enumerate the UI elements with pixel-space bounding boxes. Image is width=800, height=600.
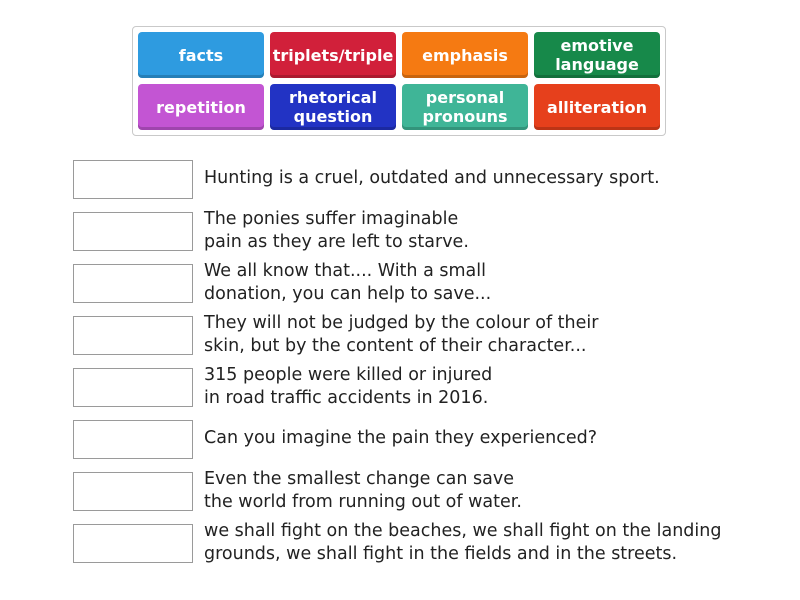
prompt-text-7: Even the smallest change can save the world from running out of water. <box>204 469 522 512</box>
prompt-text-3: We all know that.... With a small donation, you can help to save... <box>204 261 492 304</box>
tile-personal-pronouns[interactable]: personal pronouns <box>402 84 528 130</box>
drop-box-3[interactable] <box>73 264 193 303</box>
drop-box-4[interactable] <box>73 316 193 355</box>
prompt-text-6: Can you imagine the pain they experienced? <box>204 428 597 448</box>
drop-box-7[interactable] <box>73 472 193 511</box>
tile-facts[interactable]: facts <box>138 32 264 78</box>
tile-emphasis[interactable]: emphasis <box>402 32 528 78</box>
tile-repetition[interactable]: repetition <box>138 84 264 130</box>
prompt-text-1: Hunting is a cruel, outdated and unnecessary sport. <box>204 168 660 188</box>
drop-box-5[interactable] <box>73 368 193 407</box>
drop-box-6[interactable] <box>73 420 193 459</box>
drop-box-8[interactable] <box>73 524 193 563</box>
tile-emotive-language[interactable]: emotive language <box>534 32 660 78</box>
answer-tile-bank <box>132 26 666 136</box>
prompt-text-2: The ponies suffer imaginable pain as they are left to starve. <box>204 209 469 252</box>
prompt-text-8: we shall fight on the beaches, we shall fight on the landing grounds, we shall fight in the fields and in the streets. <box>204 521 722 564</box>
prompt-text-5: 315 people were killed or injured in road traffic accidents in 2016. <box>204 365 493 408</box>
tile-triplets-triple[interactable]: triplets/triple <box>270 32 396 78</box>
tile-rhetorical-question[interactable]: rhetorical question <box>270 84 396 130</box>
tile-alliteration[interactable]: alliteration <box>534 84 660 130</box>
prompt-text-4: They will not be judged by the colour of their skin, but by the content of their character... <box>204 313 599 356</box>
drop-box-1[interactable] <box>73 160 193 199</box>
drop-box-2[interactable] <box>73 212 193 251</box>
